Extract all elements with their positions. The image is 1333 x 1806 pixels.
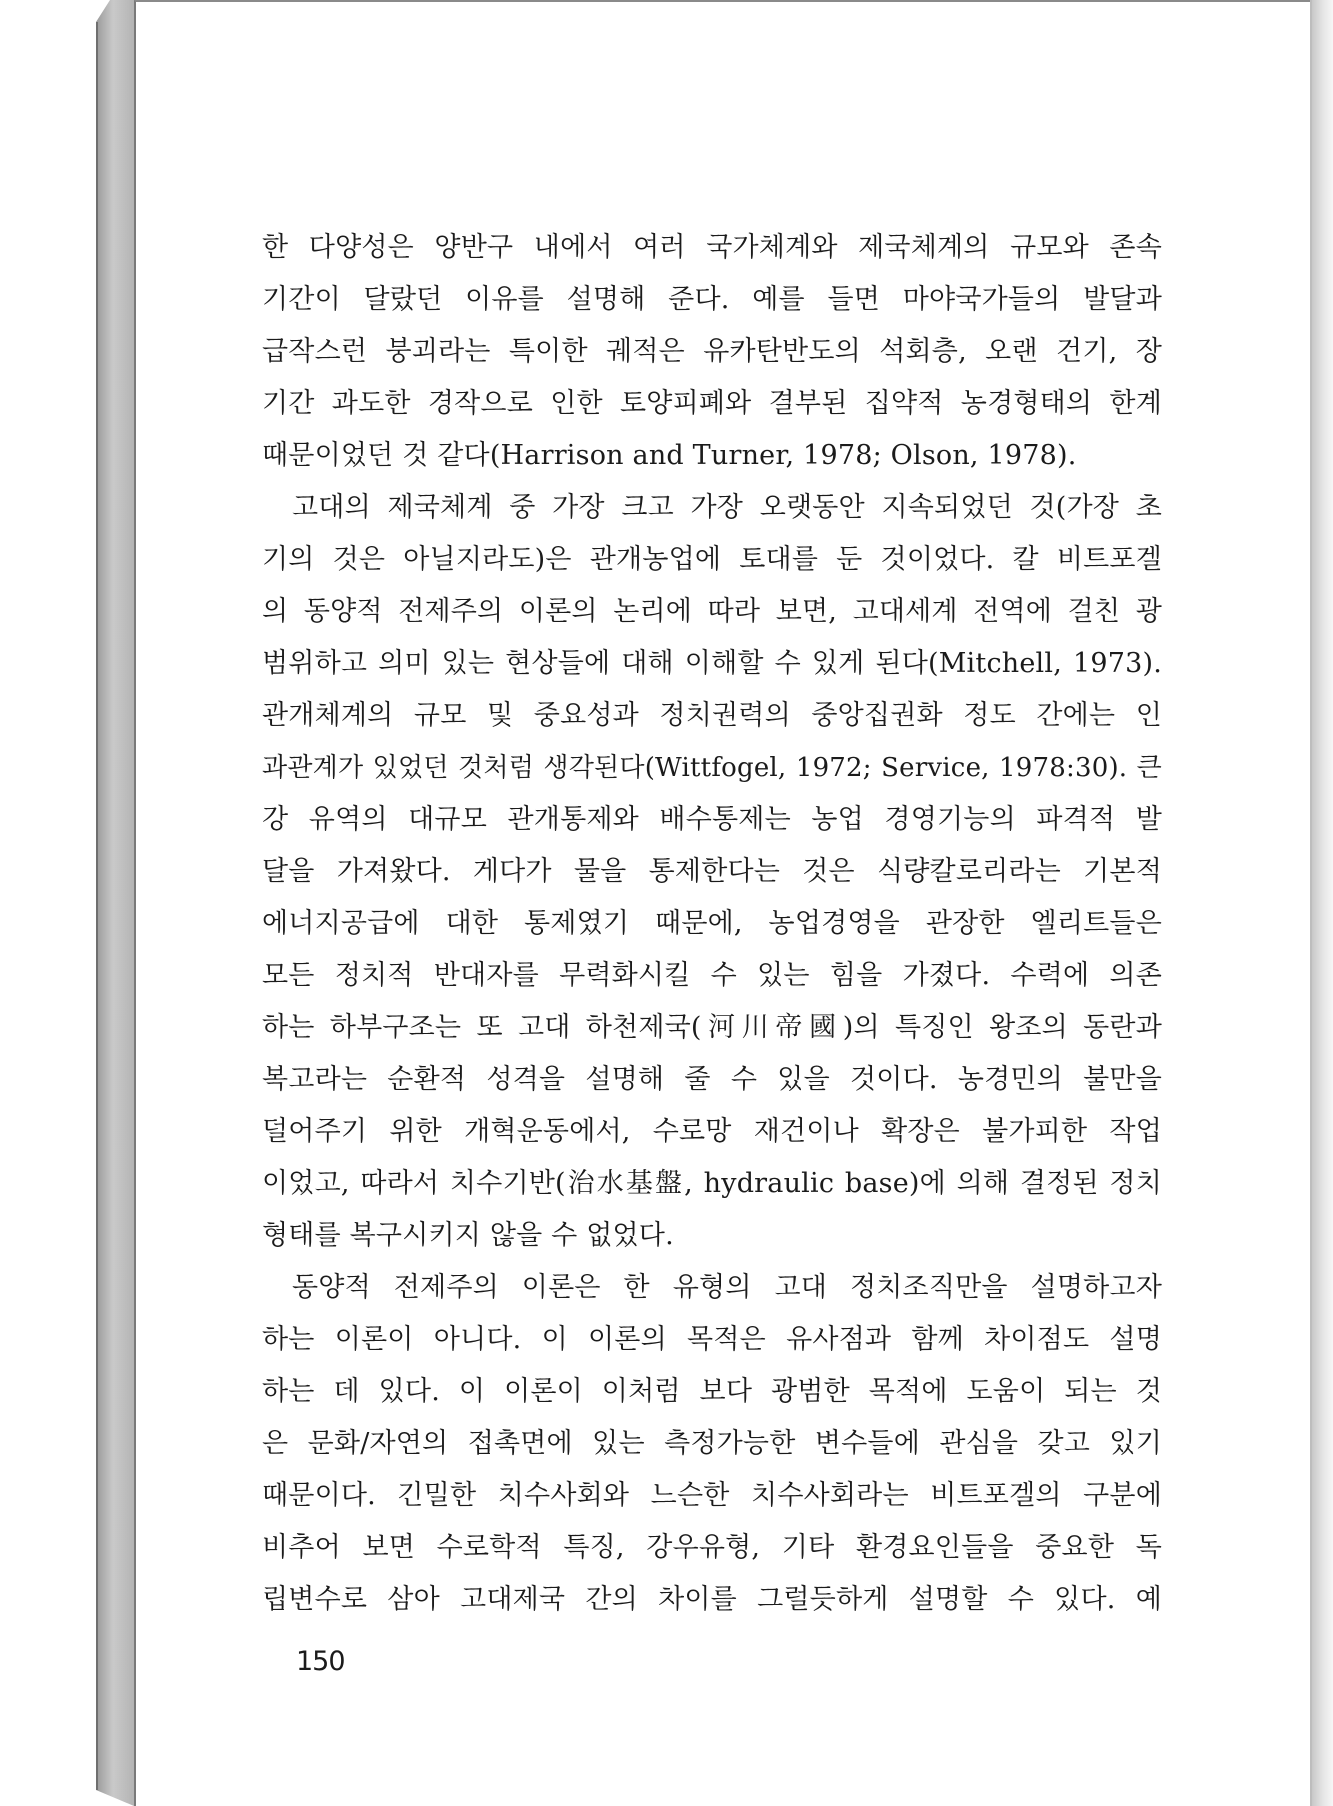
text-line: 복고라는 순환적 성격을 설명해 줄 수 있을 것이다. 농경민의 불만을: [262, 1064, 1162, 1095]
paragraph-start: 동양적 전제주의 이론은 한 유형의 고대 정치조직만을 설명하고자: [292, 1272, 1162, 1303]
page-shadow: [1312, 0, 1333, 1806]
text-line: 의 동양적 전제주의 이론의 논리에 따라 보면, 고대세계 전역에 걸친 광: [262, 596, 1162, 627]
text-line: 관개체계의 규모 및 중요성과 정치권력의 중앙집권화 정도 간에는 인: [262, 700, 1162, 731]
text-line: 모든 정치적 반대자를 무력화시킬 수 있는 힘을 가졌다. 수력에 의존: [262, 960, 1162, 991]
text-line: 하는 하부구조는 또 고대 하천제국(河川帝國)의 특징인 왕조의 동란과: [262, 1012, 1162, 1043]
text-line: 이었고, 따라서 치수기반(治水基盤, hydraulic base)에 의해 결정된 정치: [262, 1168, 1162, 1199]
text-line: 하는 이론이 아니다. 이 이론의 목적은 유사점과 함께 차이점도 설명: [262, 1324, 1162, 1355]
text-line: 범위하고 의미 있는 현상들에 대해 이해할 수 있게 된다(Mitchell, 1973).: [262, 648, 1162, 679]
text-line: 기간이 달랐던 이유를 설명해 준다. 예를 들면 마야국가들의 발달과: [262, 284, 1162, 315]
text-line: 달을 가져왔다. 게다가 물을 통제한다는 것은 식량칼로리라는 기본적: [262, 856, 1162, 887]
text-line: 강 유역의 대규모 관개통제와 배수통제는 농업 경영기능의 파격적 발: [262, 804, 1162, 835]
text-line: 때문이었던 것 같다(Harrison and Turner, 1978; Olson, 1978).: [262, 440, 1077, 471]
body-text: [262, 222, 1162, 1626]
text-line: 기간 과도한 경작으로 인한 토양피폐와 결부된 집약적 농경형태의 한계: [262, 388, 1162, 419]
text-line: 급작스런 붕괴라는 특이한 궤적은 유카탄반도의 석회층, 오랜 건기, 장: [262, 336, 1162, 367]
text-line: 덜어주기 위한 개혁운동에서, 수로망 재건이나 확장은 불가피한 작업: [262, 1116, 1162, 1147]
text-line: 때문이다. 긴밀한 치수사회와 느슨한 치수사회라는 비트포겔의 구분에: [262, 1480, 1162, 1511]
text-line: 비추어 보면 수로학적 특징, 강우유형, 기타 환경요인들을 중요한 독: [262, 1532, 1162, 1563]
text-line: 하는 데 있다. 이 이론이 이처럼 보다 광범한 목적에 도움이 되는 것: [262, 1376, 1162, 1407]
text-line: 과관계가 있었던 것처럼 생각된다(Wittfogel, 1972; Service, 1978:30). 큰: [262, 753, 1162, 783]
text-line: 형태를 복구시키지 않을 수 없었다.: [262, 1220, 674, 1251]
text-line: 에너지공급에 대한 통제였기 때문에, 농업경영을 관장한 엘리트들은: [262, 908, 1162, 939]
paragraph-start: 고대의 제국체계 중 가장 크고 가장 오랫동안 지속되었던 것(가장 초: [292, 492, 1162, 523]
text-line: 한 다양성은 양반구 내에서 여러 국가체계와 제국체계의 규모와 존속: [262, 232, 1162, 263]
text-line: 은 문화/자연의 접촉면에 있는 측정가능한 변수들에 관심을 갖고 있기: [262, 1428, 1162, 1459]
text-line: 립변수로 삼아 고대제국 간의 차이를 그럴듯하게 설명할 수 있다. 예: [262, 1584, 1162, 1615]
text-line: 기의 것은 아닐지라도)은 관개농업에 토대를 둔 것이었다. 칼 비트포겔: [262, 544, 1162, 575]
spine-outline: [96, 22, 98, 1790]
page-number: 150: [296, 1646, 345, 1677]
book-spine-edge: [96, 0, 134, 1806]
